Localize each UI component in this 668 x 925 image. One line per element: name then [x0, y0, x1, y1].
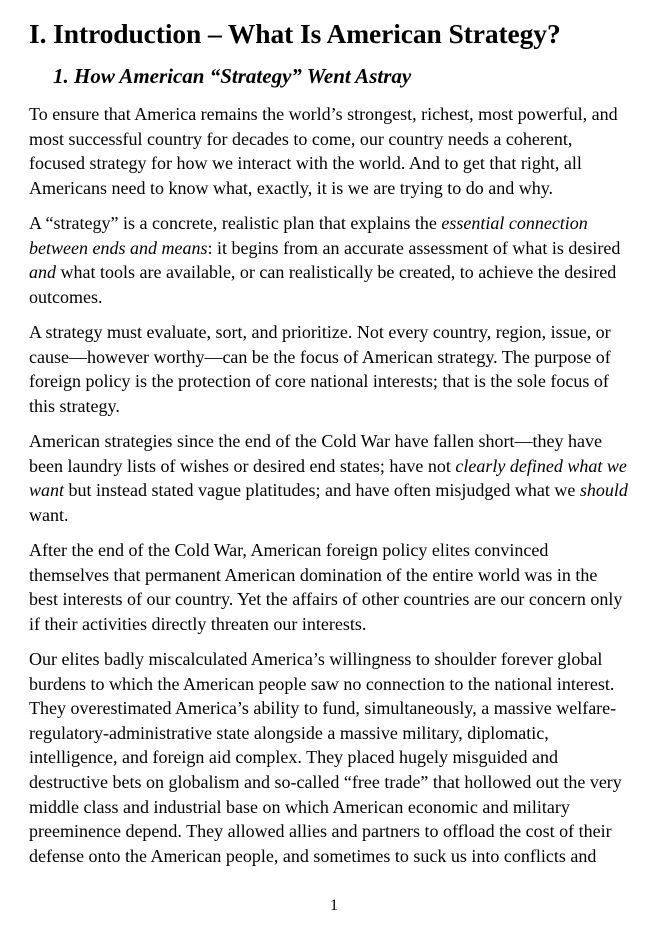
paragraph: [29, 647, 659, 868]
emphasis-text: should: [579, 480, 628, 501]
text-line: [29, 236, 659, 261]
text-line: [29, 454, 659, 479]
text-run: most successful country for decades to come, our country needs a coherent,: [29, 128, 573, 149]
text-run: cause—however worthy—can be the focus of American strategy. The purpose of: [29, 346, 611, 367]
text-line: [29, 260, 659, 285]
text-run: Americans need to know what, exactly, it is we are trying to do and why.: [29, 177, 554, 198]
text-run: After the end of the Cold War, American foreign policy elites convinced: [29, 540, 549, 560]
text-line: [29, 672, 659, 697]
emphasis-text: and: [29, 262, 56, 283]
text-line: [29, 151, 659, 176]
text-run: A “strategy” is a concrete, realistic plan that explains the: [29, 213, 442, 233]
text-line: [29, 795, 659, 820]
text-line: [29, 563, 659, 588]
text-line: [29, 745, 659, 770]
emphasis-text: clearly defined what we: [455, 455, 627, 476]
text-run: burdens to which the American people saw no connection to the national interest.: [29, 673, 615, 694]
text-run: if their activities directly threaten our interests.: [29, 613, 367, 634]
page-number: 1: [330, 897, 338, 914]
paragraph: [29, 429, 659, 527]
text-line: [29, 369, 659, 394]
paragraph: [29, 538, 659, 636]
text-run: Our elites badly miscalculated America’s willingness to shoulder forever global: [29, 649, 603, 669]
text-run: : it begins from an accurate assessment of what is desired: [207, 237, 621, 258]
emphasis-text: want: [29, 480, 65, 501]
text-run: intelligence, and foreign aid complex. They placed hugely misguided and: [29, 747, 559, 768]
text-run: foreign policy is the protection of core national interests; that is the sole focus of: [29, 371, 609, 392]
paragraph: [29, 211, 659, 309]
text-run: want.: [29, 504, 69, 525]
text-line: [29, 721, 659, 746]
text-run: middle class and industrial base on which American economic and military: [29, 796, 570, 817]
emphasis-text: essential connection: [441, 213, 588, 233]
text-line: [29, 696, 659, 721]
text-line: [29, 538, 659, 563]
section-heading: I. Introduction – What Is American Strategy?: [29, 18, 561, 49]
text-line: [29, 176, 659, 201]
text-line: [29, 819, 659, 844]
text-line: [29, 647, 659, 672]
text-run: To ensure that America remains the world’s strongest, richest, most powerful, and: [29, 104, 618, 124]
text-run: themselves that permanent American domination of the entire world was in the: [29, 564, 598, 585]
text-run: They overestimated America’s ability to fund, simultaneously, a massive welfare-: [29, 698, 617, 719]
text-line: [29, 612, 659, 637]
text-line: [29, 102, 659, 127]
text-line: [29, 503, 659, 528]
text-line: [29, 127, 659, 152]
text-line: [29, 429, 659, 454]
text-line: [29, 478, 659, 503]
text-line: [29, 770, 659, 795]
text-line: [29, 211, 659, 236]
text-run: American strategies since the end of the Cold War have fallen short—they have: [29, 431, 603, 451]
text-run: been laundry lists of wishes or desired end states; have not: [29, 455, 456, 476]
text-line: [29, 285, 659, 310]
emphasis-text: between ends and means: [29, 237, 208, 258]
text-run: what tools are available, or can realistically be created, to achieve the desired: [56, 262, 617, 283]
subsection-heading: 1. How American “Strategy” Went Astray: [53, 64, 412, 88]
text-run: best interests of our country. Yet the affairs of other countries are our concern only: [29, 589, 623, 610]
paragraph: [29, 102, 659, 200]
text-line: [29, 844, 659, 869]
text-line: [29, 587, 659, 612]
text-line: [29, 394, 659, 419]
text-run: preeminence depend. They allowed allies and partners to offload the cost of their: [29, 821, 612, 842]
text-run: this strategy.: [29, 395, 120, 416]
paragraph: [29, 320, 659, 418]
text-run: but instead stated vague platitudes; and have often misjudged what we: [64, 480, 580, 501]
text-line: [29, 345, 659, 370]
text-run: A strategy must evaluate, sort, and prioritize. Not every country, region, issue, or: [29, 322, 611, 342]
text-run: focused strategy for how we interact with the world. And to get that right, all: [29, 153, 582, 174]
text-run: outcomes.: [29, 286, 103, 307]
text-run: destructive bets on globalism and so-called “free trade” that hollowed out the very: [29, 771, 622, 792]
text-run: regulatory-administrative state alongside a massive military, diplomatic,: [29, 722, 549, 743]
text-run: defense onto the American people, and sometimes to suck us into conflicts and: [29, 845, 597, 866]
text-line: [29, 320, 659, 345]
